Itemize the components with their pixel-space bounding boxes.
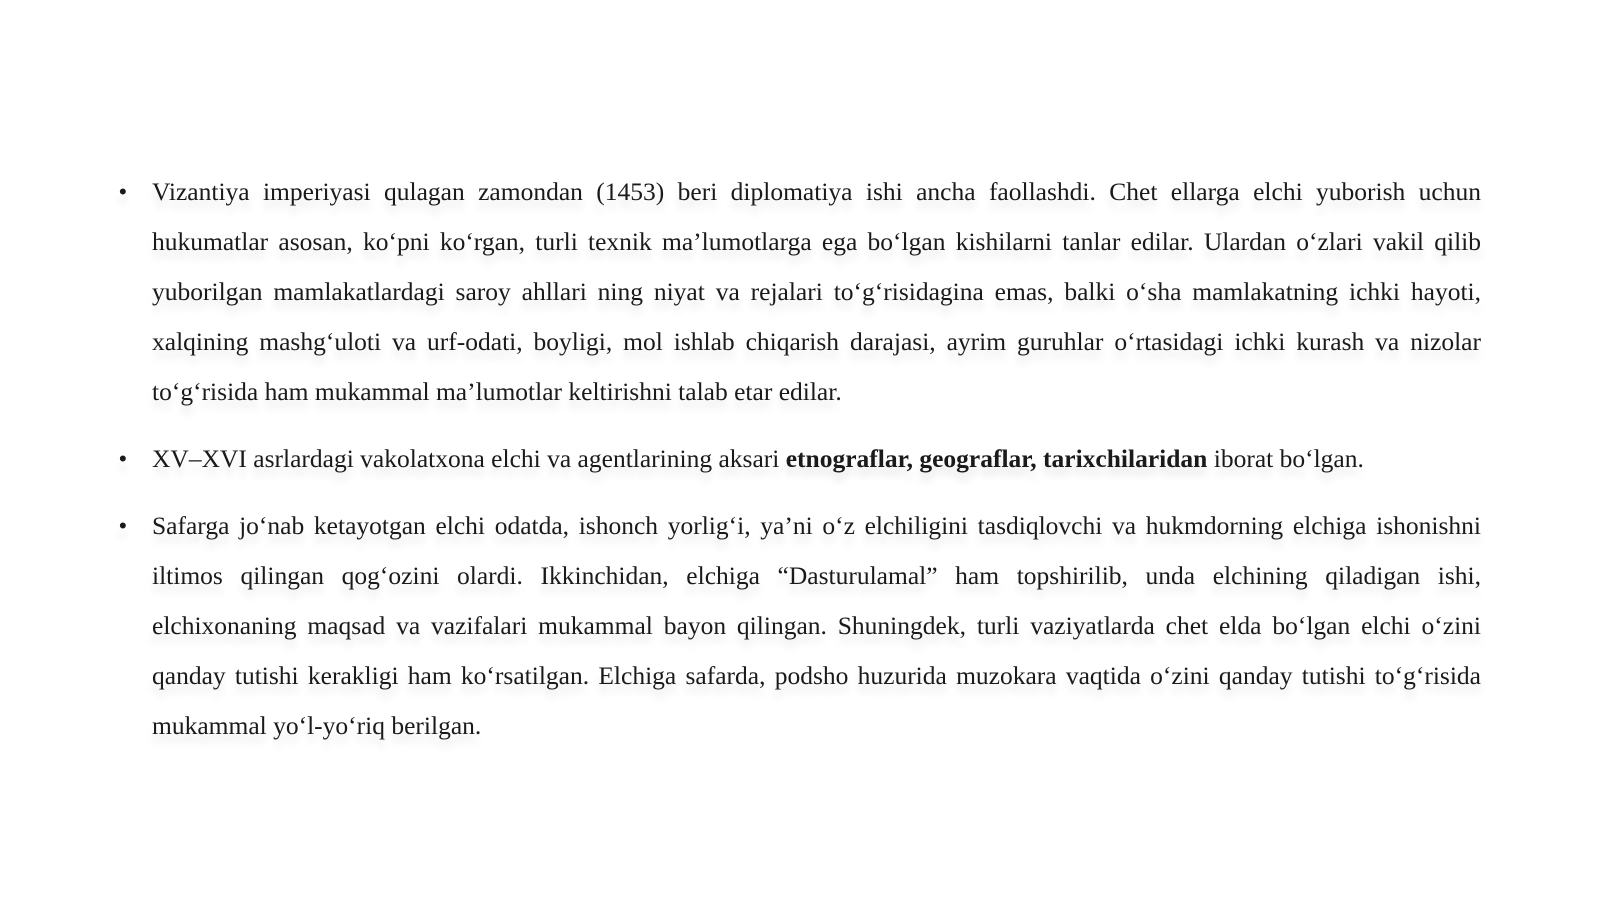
bullet-dot-icon: • — [119, 513, 127, 538]
paragraph-text-before: XV–XVI asrlardagi vakolatxona elchi va agentlarining aksari — [152, 444, 786, 473]
bullet-dot-icon: • — [119, 446, 127, 471]
bullet-item-3 — [119, 501, 1481, 751]
bullet-list — [119, 167, 1481, 768]
paragraph-text-bold: etnograflar, geograflar, tarixchilaridan — [785, 444, 1208, 473]
paragraph-text-after: iborat bo‘lgan. — [1207, 444, 1364, 473]
bullet-item-1 — [119, 167, 1481, 417]
paragraph-text: Vizantiya imperiyasi qulagan zamondan (1453) beri diplomatiya ishi ancha faollashdi. Chet ellarga elchi yuborish uchun hukumatlar asosan, ko‘pni ko‘rgan, turli texnik ma’lumotlarga ega bo‘lgan kishilarni tanlar edilar. Ulardan o‘zlari vakil qilib yuborilgan mamlakatlardagi saroy ahllari ning niyat va rejalari to‘g‘risidagina emas, balki o‘sha mamlakatning ichki hayoti, xalqining mashg‘uloti va urf-odati, boyligi, mol ishlab chiqarish darajasi, ayrim guruhlar o‘rtasidagi ichki kurash va nizolar to‘g‘risida ham mukammal ma’lumotlar keltirishni talab etar edilar. — [152, 177, 1481, 406]
bullet-dot-icon: • — [119, 179, 127, 204]
paragraph-text: Safarga jo‘nab ketayotgan elchi odatda, ishonch yorlig‘i, ya’ni o‘z elchiligini tasdiqlovchi va hukmdorning elchiga ishonishni iltimos qilingan qog‘ozini olardi. Ikkinchidan, elchiga “Dasturulamal” ham topshirilib, unda elchining qiladigan ishi, elchixonaning maqsad va vazifalari mukammal bayon qilingan. Shuningdek, turli vaziyatlarda chet elda bo‘lgan elchi o‘zini qanday tutishi kerakligi ham ko‘rsatilgan. Elchiga safarda, podsho huzurida muzokara vaqtida o‘zini qanday tutishi to‘g‘risida mukammal yo‘l-yo‘riq berilgan. — [152, 511, 1481, 740]
bullet-item-2 — [119, 434, 1481, 484]
